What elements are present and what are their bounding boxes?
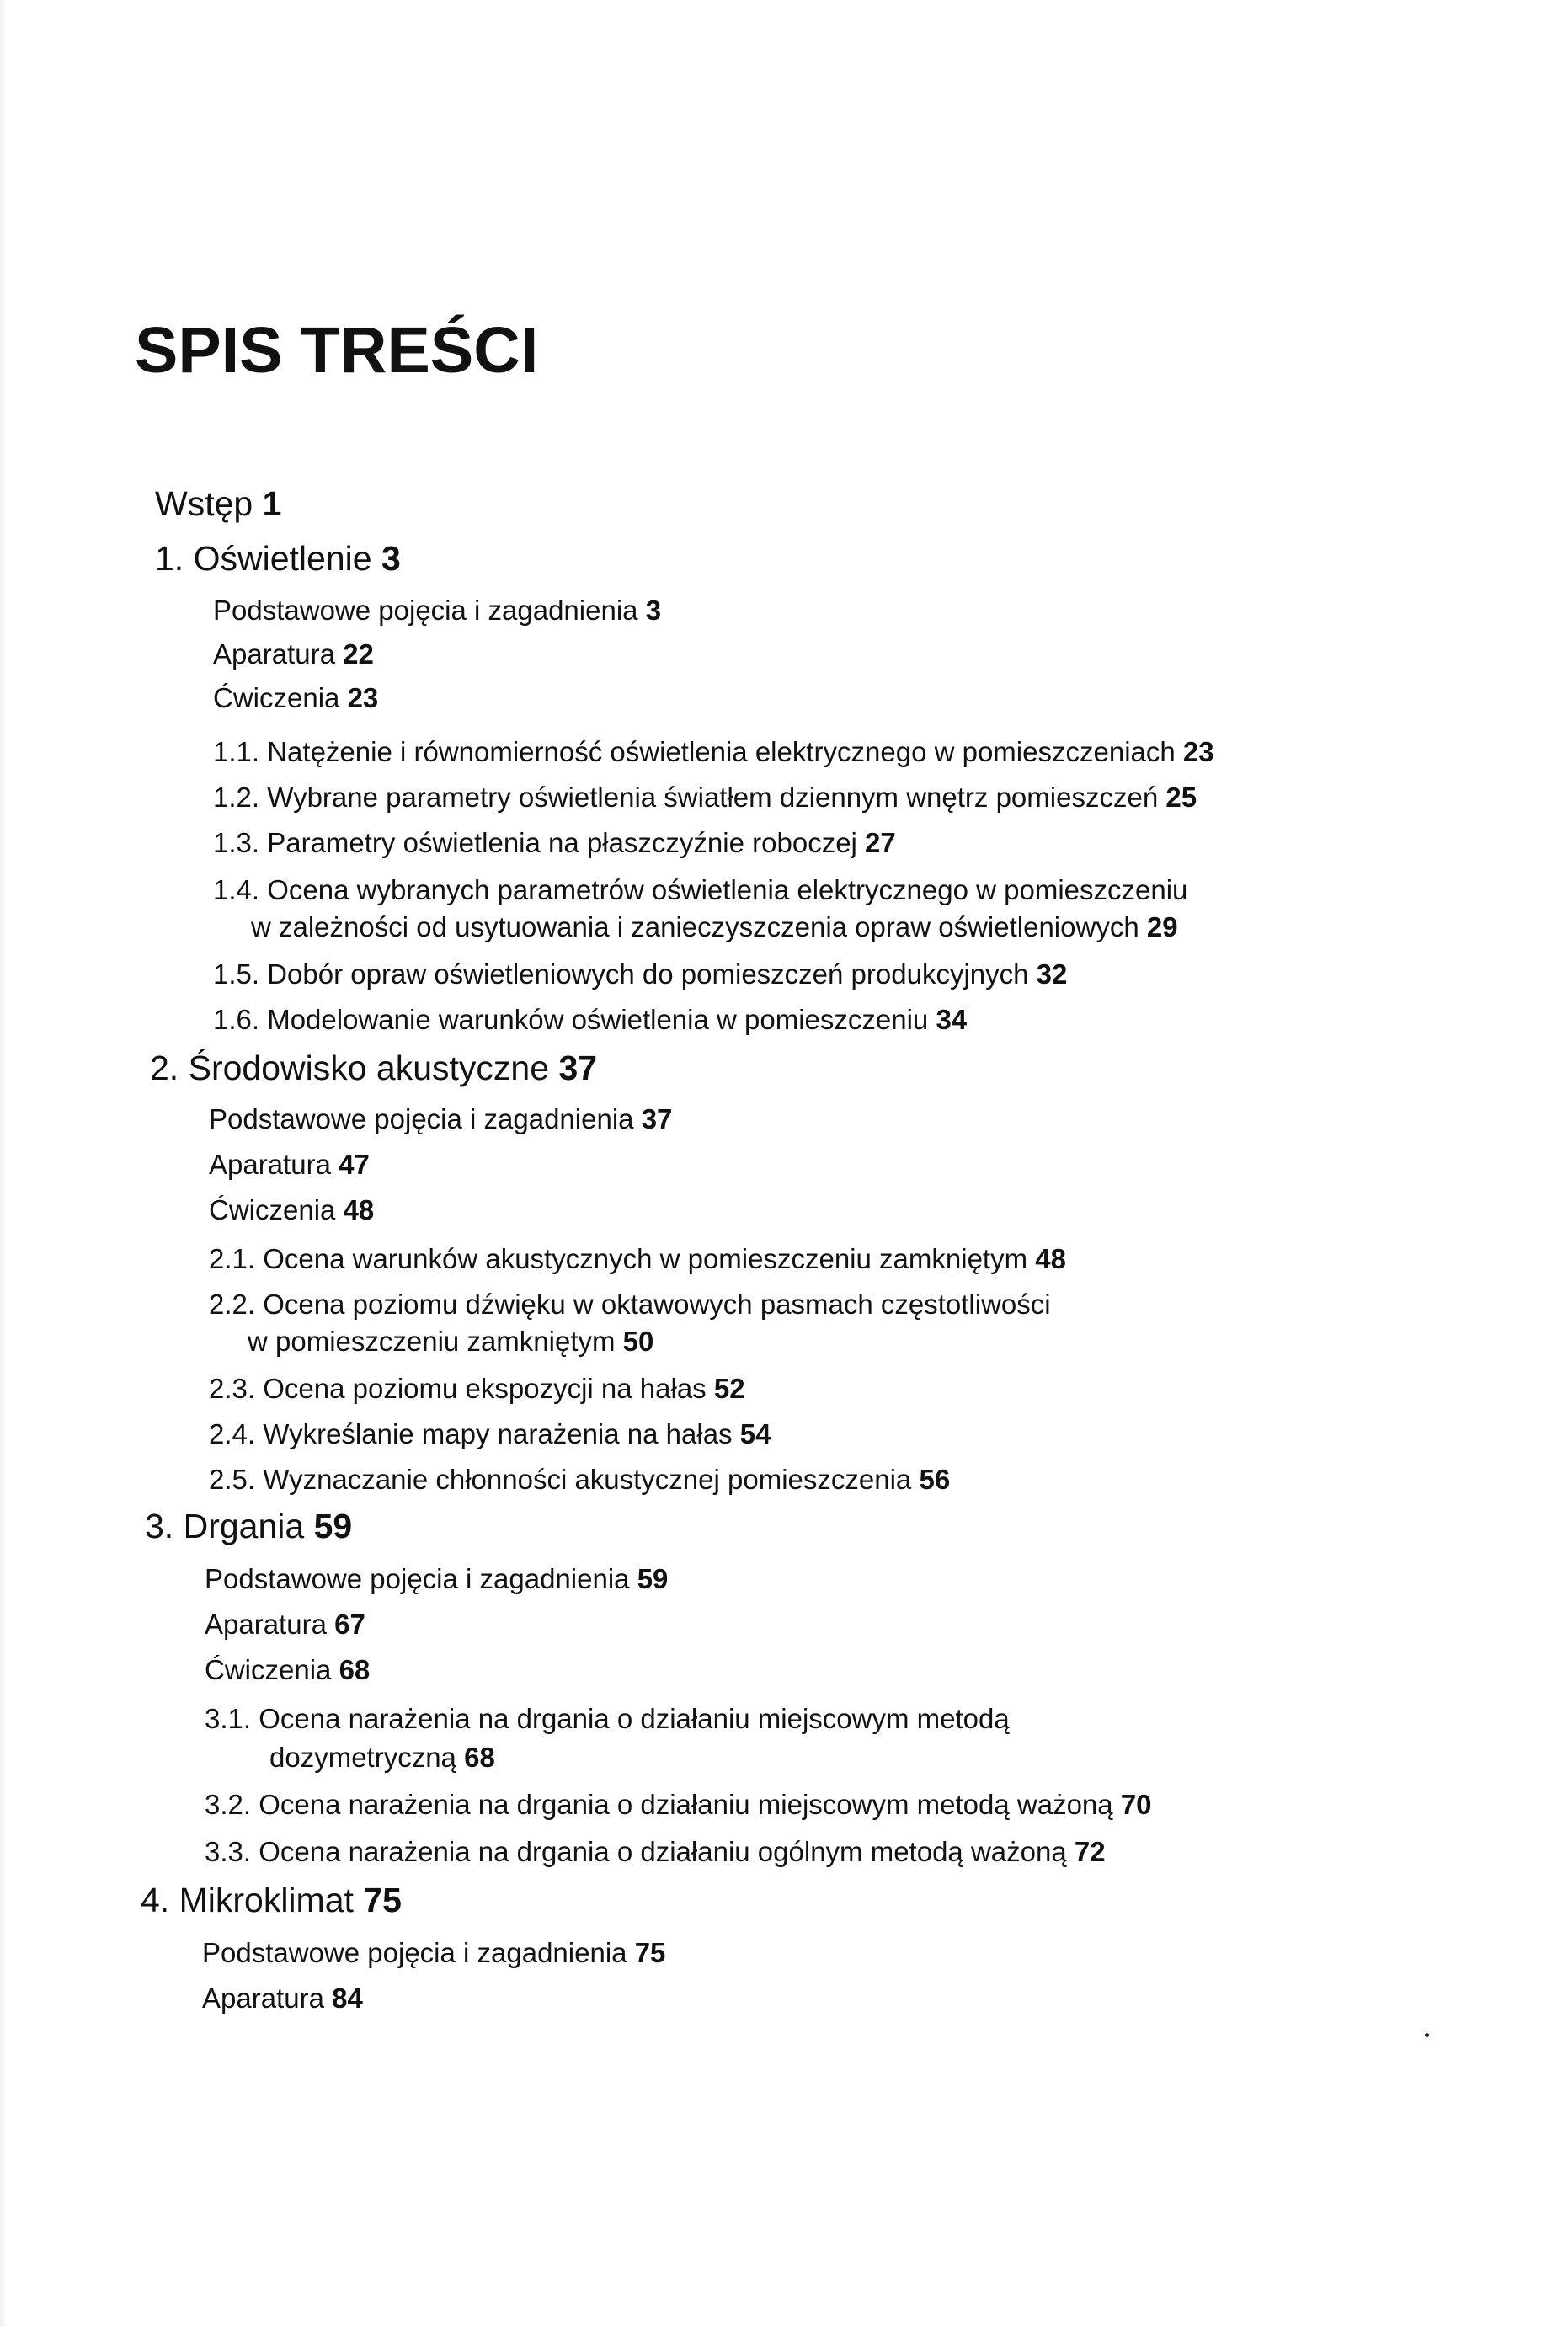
toc-entry-label: Wstęp [155, 484, 253, 523]
exercise-number: 2.4. [209, 1418, 256, 1449]
subsection-label: Aparatura [202, 1983, 324, 2014]
exercise-number: 1.5. [213, 958, 260, 990]
toc-exercise[interactable] [213, 960, 1067, 988]
toc-page-number: 48 [1035, 1243, 1066, 1274]
toc-page-number: 84 [332, 1983, 363, 2014]
toc-page-number: 56 [919, 1464, 951, 1495]
exercise-title: Ocena poziomu ekspozycji na hałas [263, 1373, 707, 1404]
exercise-title: Wybrane parametry oświetlenia światłem dziennym wnętrz pomieszczeń [267, 782, 1159, 813]
subsection-label: Podstawowe pojęcia i zagadnienia [209, 1103, 634, 1134]
toc-page-number: 29 [1146, 911, 1178, 942]
scan-edge-shadow [0, 0, 8, 2327]
toc-exercise[interactable] [205, 1705, 1010, 1732]
subsection-label: Podstawowe pojęcia i zagadnienia [205, 1563, 630, 1594]
toc-exercise[interactable] [205, 1838, 1106, 1865]
toc-exercise[interactable] [213, 876, 1187, 904]
toc-page-number: 3 [381, 539, 401, 578]
chapter-number: 2. [150, 1049, 179, 1087]
chapter-number: 1. [155, 539, 184, 578]
toc-page-number: 59 [637, 1563, 669, 1594]
toc-subsection[interactable] [205, 1656, 370, 1684]
exercise-title: Ocena warunków akustycznych w pomieszczeniu zamkniętym [263, 1243, 1028, 1274]
toc-subsection[interactable] [202, 1939, 665, 1967]
toc-exercise[interactable] [205, 1791, 1152, 1818]
toc-page-number: 48 [343, 1194, 375, 1225]
exercise-number: 1.1. [213, 736, 260, 767]
toc-page-number: 47 [339, 1149, 370, 1180]
toc-page-number: 27 [865, 827, 896, 858]
toc-page-number: 68 [464, 1742, 495, 1773]
exercise-number: 1.3. [213, 827, 260, 858]
exercise-number: 1.4. [213, 874, 260, 905]
subsection-label: Ćwiczenia [209, 1194, 336, 1225]
subsection-label: Podstawowe pojęcia i zagadnienia [202, 1937, 627, 1968]
toc-page-number: 75 [634, 1937, 666, 1968]
subsection-label: Ćwiczenia [213, 682, 340, 713]
toc-subsection[interactable] [205, 1610, 365, 1638]
toc-exercise[interactable] [209, 1245, 1066, 1273]
toc-subsection[interactable] [202, 1984, 363, 2012]
toc-exercise[interactable] [213, 738, 1214, 766]
exercise-number: 3.2. [205, 1789, 252, 1820]
toc-page-number: 23 [1182, 736, 1214, 767]
toc-exercise[interactable] [213, 783, 1197, 811]
exercise-title: Ocena narażenia na drgania o działaniu miejscowym metodą ważoną [259, 1789, 1113, 1820]
subsection-label: Podstawowe pojęcia i zagadnienia [213, 595, 638, 626]
toc-page-number: 37 [641, 1103, 673, 1134]
chapter-number: 3. [145, 1507, 174, 1545]
exercise-number: 2.5. [209, 1464, 256, 1495]
toc-page-number: 34 [936, 1004, 968, 1035]
exercise-title: dozymetryczną [269, 1742, 456, 1773]
exercise-title: Wykreślanie mapy narażenia na hałas [263, 1418, 733, 1449]
toc-page-number: 59 [313, 1507, 353, 1545]
exercise-number: 2.1. [209, 1243, 256, 1274]
exercise-title: Ocena wybranych parametrów oświetlenia elektrycznego w pomieszczeniu [267, 874, 1188, 905]
toc-chapter-3[interactable] [145, 1509, 352, 1544]
exercise-title: w pomieszczeniu zamkniętym [248, 1326, 616, 1357]
exercise-number: 1.2. [213, 782, 260, 813]
subsection-label: Ćwiczenia [205, 1654, 332, 1685]
toc-page-number: 54 [739, 1418, 771, 1449]
chapter-label: Drgania [183, 1507, 305, 1545]
toc-page-number: 25 [1165, 782, 1197, 813]
toc-chapter-2[interactable] [150, 1051, 597, 1086]
exercise-title: Natężenie i równomierność oświetlenia elektrycznego w pomieszczeniach [267, 736, 1176, 767]
toc-page-number: 70 [1120, 1789, 1152, 1820]
toc-subsection[interactable] [213, 596, 661, 624]
toc-page-number: 50 [622, 1326, 654, 1357]
toc-chapter-4[interactable] [141, 1883, 402, 1918]
exercise-title: Dobór opraw oświetleniowych do pomieszczeń produkcyjnych [267, 958, 1029, 990]
toc-page-number: 52 [713, 1373, 745, 1404]
toc-page-number: 23 [347, 682, 379, 713]
toc-subsection[interactable] [209, 1105, 672, 1133]
exercise-title: Ocena narażenia na drgania o działaniu miejscowym metodą [259, 1703, 1010, 1734]
exercise-title: Wyznaczanie chłonności akustycznej pomieszczenia [263, 1464, 912, 1495]
toc-subsection[interactable] [213, 640, 374, 668]
exercise-number: 3.1. [205, 1703, 252, 1734]
exercise-title: Modelowanie warunków oświetlenia w pomieszczeniu [267, 1004, 929, 1035]
toc-exercise[interactable] [209, 1374, 745, 1402]
toc-page-number: 75 [363, 1881, 402, 1919]
toc-page-number: 67 [334, 1609, 365, 1640]
toc-page-number: 68 [339, 1654, 371, 1685]
exercise-title: Ocena narażenia na drgania o działaniu ogólnym metodą ważoną [259, 1836, 1067, 1867]
toc-exercise-continuation[interactable] [248, 1327, 653, 1355]
exercise-number: 1.6. [213, 1004, 260, 1035]
exercise-number: 3.3. [205, 1836, 252, 1867]
subsection-label: Aparatura [209, 1149, 331, 1180]
toc-page-number: 37 [558, 1049, 598, 1087]
toc-exercise[interactable] [213, 829, 896, 857]
toc-subsection[interactable] [213, 684, 378, 712]
exercise-number: 2.2. [209, 1289, 256, 1320]
toc-subsection[interactable] [209, 1196, 374, 1224]
exercise-number: 2.3. [209, 1373, 256, 1404]
toc-chapter-1[interactable] [155, 539, 401, 578]
toc-exercise[interactable] [209, 1465, 950, 1493]
exercise-title: w zależności od usytuowania i zanieczyszczenia opraw oświetleniowych [251, 911, 1139, 942]
toc-exercise[interactable] [213, 1006, 967, 1033]
toc-subsection[interactable] [205, 1565, 668, 1593]
toc-page-number: 3 [645, 595, 662, 626]
toc-entry-intro[interactable] [155, 484, 282, 523]
chapter-label: Mikroklimat [179, 1881, 354, 1919]
toc-exercise-continuation[interactable] [269, 1743, 495, 1771]
chapter-number: 4. [141, 1881, 170, 1919]
toc-page-number: 32 [1036, 958, 1068, 990]
exercise-title: Parametry oświetlenia na płaszczyźnie roboczej [267, 827, 857, 858]
subsection-label: Aparatura [205, 1609, 327, 1640]
chapter-label: Oświetlenie [193, 539, 372, 578]
exercise-title: Ocena poziomu dźwięku w oktawowych pasmach częstotliwości [263, 1289, 1051, 1320]
toc-page-number: 22 [343, 638, 374, 670]
toc-page-number: 1 [262, 484, 282, 523]
toc-exercise-continuation[interactable] [251, 913, 1178, 941]
page-title: SPIS TREŚCI [135, 314, 539, 387]
scan-speck [1425, 2033, 1429, 2037]
subsection-label: Aparatura [213, 638, 335, 670]
toc-exercise[interactable] [209, 1290, 1051, 1318]
toc-subsection[interactable] [209, 1150, 370, 1178]
toc-page-number: 72 [1074, 1836, 1106, 1867]
chapter-label: Środowisko akustyczne [188, 1049, 550, 1087]
toc-exercise[interactable] [209, 1420, 771, 1448]
